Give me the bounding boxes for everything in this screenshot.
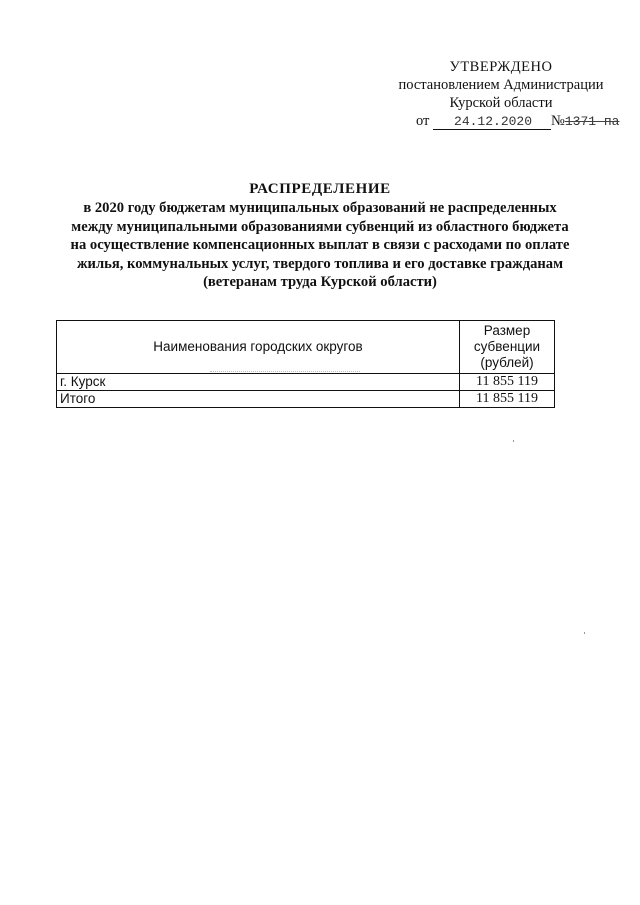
approved-heading: УТВЕРЖДЕНО — [449, 59, 553, 75]
subsidy-table — [56, 320, 555, 408]
header-amount-line-2: субвенции — [473, 339, 541, 354]
header-amount-line-1: Размер — [483, 323, 531, 338]
title-line-3: на осуществление компенсационных выплат в связи с расходами по оплате — [70, 237, 570, 254]
header-amount-line-3: (рублей) — [480, 355, 534, 370]
approval-date-row — [370, 112, 632, 131]
scan-speck — [584, 632, 585, 634]
title-line-2: между муниципальными образованиями субвенций из областного бюджета — [71, 218, 569, 235]
approval-block — [370, 58, 632, 131]
table-row-total — [57, 391, 555, 408]
header-amount — [460, 321, 555, 374]
approval-line-2: Курской области — [449, 95, 553, 111]
header-name: Наименования городских округов — [57, 321, 460, 374]
title-line-5: (ветеранам труда Курской области) — [203, 274, 437, 291]
scan-speck — [513, 440, 514, 442]
approval-number: 1371-па — [564, 114, 620, 129]
table-header-row — [57, 321, 555, 374]
scan-artifact-line — [210, 371, 360, 372]
title-line-4: жилья, коммунальных услуг, твердого топлива и его доставке гражданам — [76, 255, 564, 272]
from-label: от — [416, 113, 430, 129]
table-row — [57, 374, 555, 391]
number-label: № — [551, 113, 565, 129]
title-line-1: в 2020 году бюджетам муниципальных образований не распределенных — [83, 200, 557, 217]
approval-date: 24.12.2020 — [433, 115, 551, 130]
total-amount: 11 855 119 — [460, 391, 555, 408]
approval-line-1: постановлением Администрации — [398, 77, 604, 93]
row-name: г. Курск — [57, 374, 460, 391]
document-title-block — [40, 180, 600, 291]
row-amount: 11 855 119 — [460, 374, 555, 391]
document-heading: РАСПРЕДЕЛЕНИЕ — [249, 181, 391, 197]
total-name: Итого — [57, 391, 460, 408]
